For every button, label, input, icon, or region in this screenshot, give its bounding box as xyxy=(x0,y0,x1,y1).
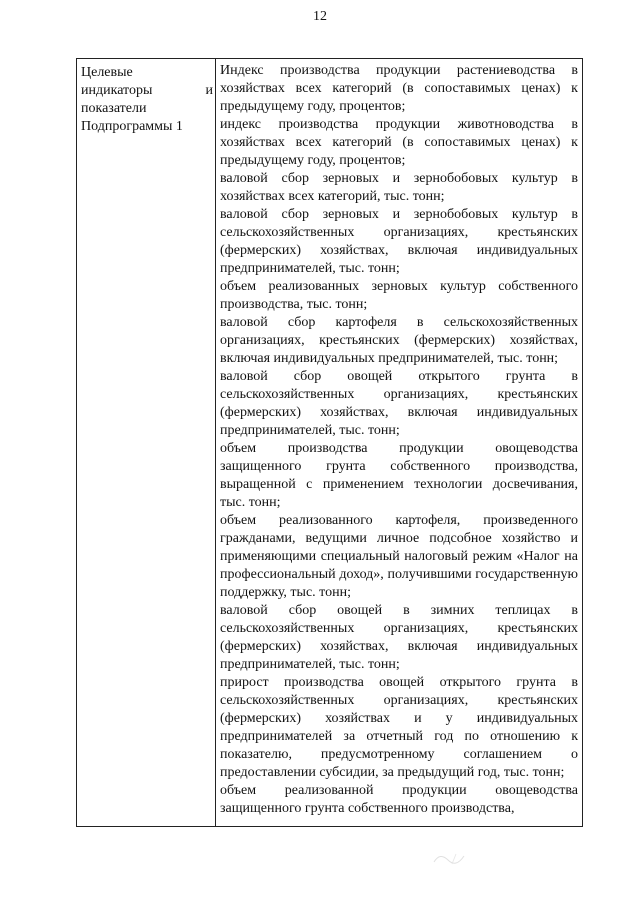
label-word-indicators: индикаторы xyxy=(81,83,153,98)
indicators-table xyxy=(76,58,583,827)
indicator-item: валовой сбор овощей в зимних теплицах в сельскохозяйственных организациях, крестьянских (фермерских) хозяйствах, включая индивидуальных предпринимателей, тыс. тонн; xyxy=(220,603,578,672)
label-conjunction: и xyxy=(205,83,213,98)
label-line-2 xyxy=(81,82,213,100)
indicators-list-cell xyxy=(216,59,582,826)
indicator-item: объем реализованного картофеля, произведенного гражданами, ведущими личное подсобное хозяйство и применяющими специальный налоговый режим «Налог на профессиональный доход», получившими государственную поддержку, тыс. тонн; xyxy=(220,513,578,600)
scan-smudge-mark xyxy=(430,848,470,868)
label-line-1: Целевые xyxy=(81,65,133,80)
table-label-cell xyxy=(77,59,216,826)
label-line-4: Подпрограммы 1 xyxy=(81,119,183,134)
indicator-item: валовой сбор зерновых и зернобобовых культур в сельскохозяйственных организациях, крестьянских (фермерских) хозяйствах, включая индивидуальных предпринимателей, тыс. тонн; xyxy=(220,207,578,276)
indicator-item: объем реализованных зерновых культур собственного производства, тыс. тонн; xyxy=(220,279,578,312)
indicator-item: объем производства продукции овощеводства защищенного грунта собственного производства, выращенной с применением технологии досвечивания, тыс. тонн; xyxy=(220,441,578,510)
indicator-item: валовой сбор зерновых и зернобобовых культур в хозяйствах всех категорий, тыс. тонн; xyxy=(220,171,578,204)
indicator-item: индекс производства продукции животноводства в хозяйствах всех категорий (в сопоставимых ценах) к предыдущему году, процентов; xyxy=(220,117,578,168)
indicator-item: объем реализованной продукции овощеводства защищенного грунта собственного производства, xyxy=(220,783,578,816)
indicator-item: Индекс производства продукции растениеводства в хозяйствах всех категорий (в сопоставимых ценах) к предыдущему году, процентов; xyxy=(220,63,578,114)
indicator-item: валовой сбор картофеля в сельскохозяйственных организациях, крестьянских (фермерских) хозяйствах, включая индивидуальных предпринимателей, тыс. тонн; xyxy=(220,315,578,366)
label-line-3: показатели xyxy=(81,101,147,116)
page-number: 12 xyxy=(313,9,327,24)
indicator-item: прирост производства овощей открытого грунта в сельскохозяйственных организациях, крестьянских (фермерских) хозяйствах и у индивидуальных предпринимателей за отчетный год по отношению к показателю, предусмотренному соглашением о предоставлении субсидии, за предыдущий год, тыс. тонн; xyxy=(220,675,578,780)
indicator-item: валовой сбор овощей открытого грунта в сельскохозяйственных организациях, крестьянских (фермерских) хозяйствах, включая индивидуальных предпринимателей, тыс. тонн; xyxy=(220,369,578,438)
